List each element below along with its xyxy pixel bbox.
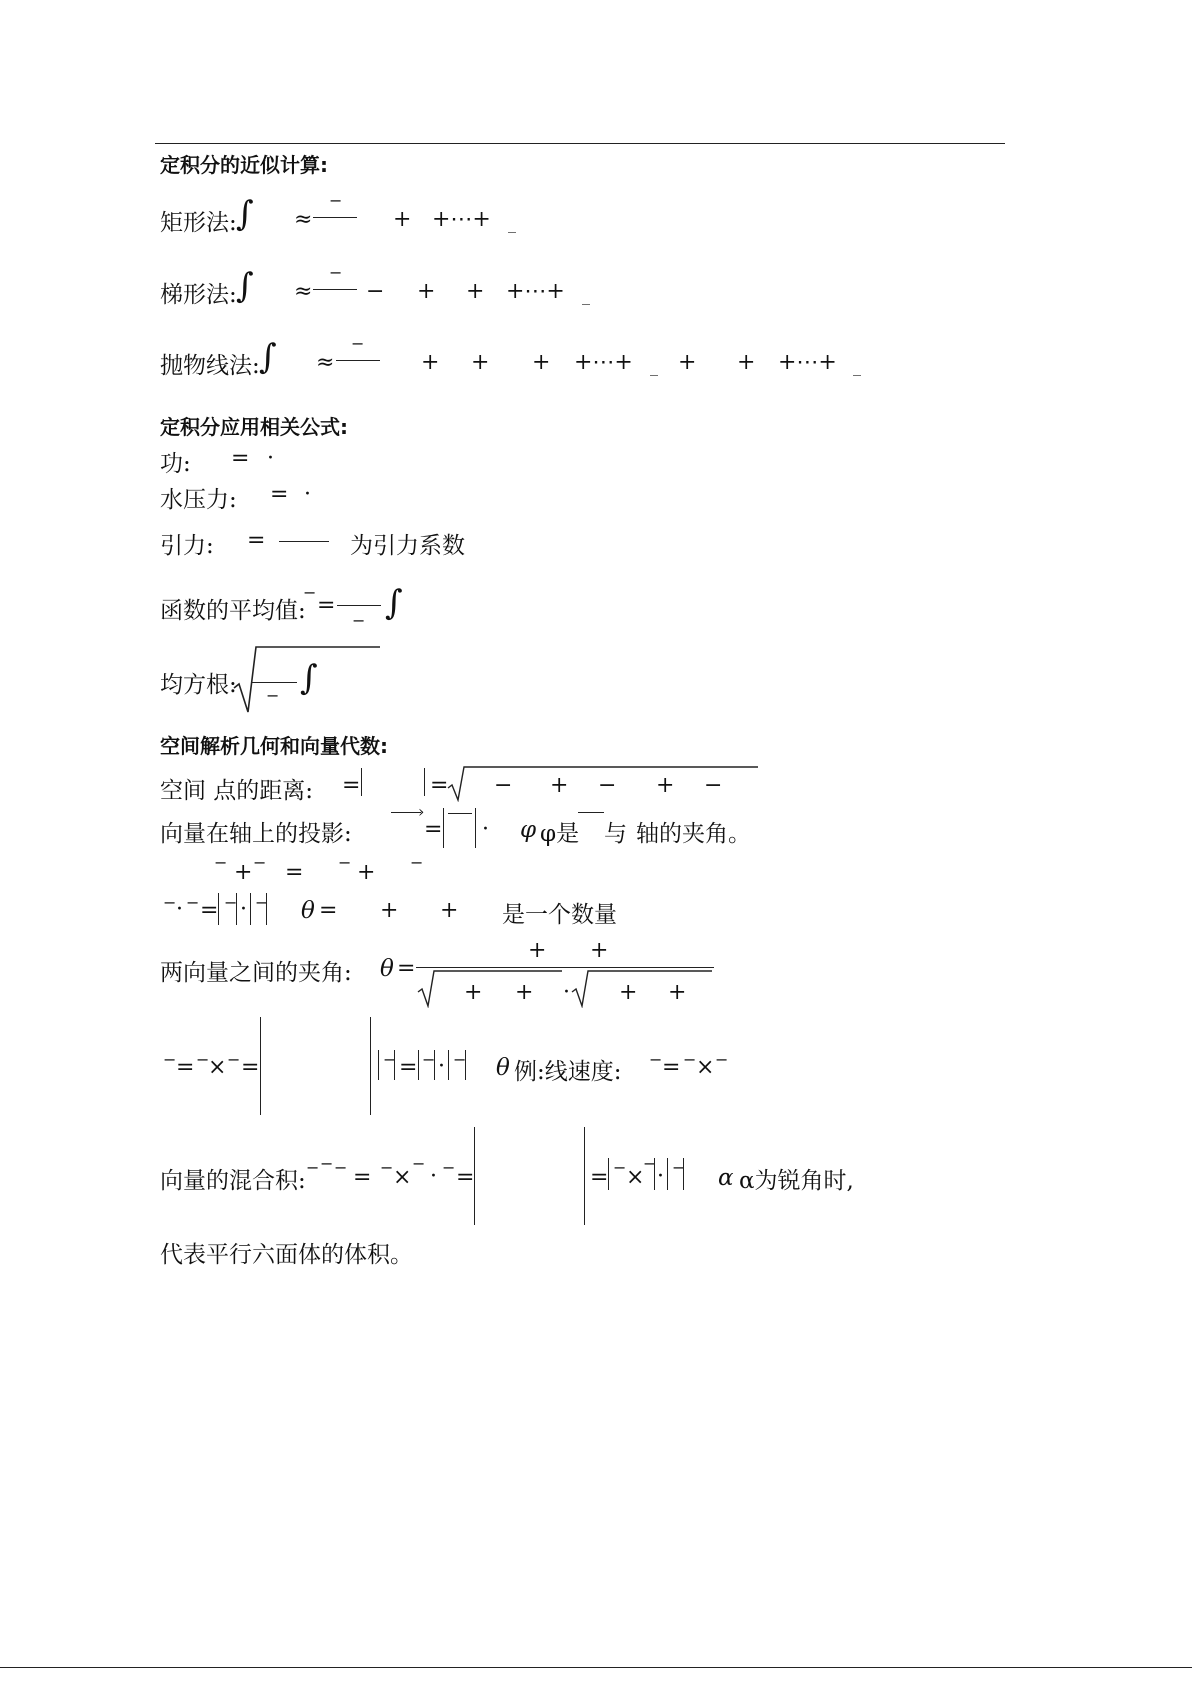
vector-bar: − — [410, 853, 424, 872]
vector-bar: − — [186, 893, 200, 912]
equals-sign: = — [176, 1055, 195, 1080]
plus-sign: + — [678, 350, 697, 375]
vector-bar: − — [334, 1158, 348, 1177]
fraction-bar — [313, 289, 357, 290]
dot-operator: · — [563, 980, 570, 1005]
denominator-minus: − — [352, 611, 366, 630]
vector-bar: − — [613, 1158, 627, 1177]
abs-bar — [443, 808, 444, 848]
abs-bar — [236, 893, 237, 925]
vector-arrow-line — [391, 812, 421, 813]
abs-bar — [434, 1050, 435, 1080]
equals-sign: = — [317, 593, 336, 618]
vector-bar: − — [683, 1050, 697, 1069]
projection-with: 与 — [604, 821, 627, 847]
overbar-mark: − — [329, 191, 343, 210]
times-sign: × — [696, 1055, 715, 1080]
determinant-left-bar — [474, 1127, 475, 1225]
vector-bar: − — [163, 893, 177, 912]
angle-between-vectors-label: 两向量之间的夹角: — [160, 960, 352, 986]
plus-sign: + — [656, 773, 675, 798]
overbar-mark: − — [303, 583, 317, 602]
phi-symbol: φ — [520, 817, 537, 843]
plus-sign: + — [550, 773, 569, 798]
equals-sign: = — [241, 1055, 260, 1080]
integral-sign: ∫ — [236, 194, 254, 234]
minus-sign: − — [704, 773, 723, 798]
linear-velocity-example: 例:线速度: — [514, 1059, 622, 1085]
plus-dots-plus: +⋯+ — [432, 207, 491, 232]
theta-symbol: θ — [301, 898, 315, 924]
fraction-bar — [337, 605, 381, 606]
equals-sign: = — [319, 898, 338, 923]
determinant-right-bar — [370, 1017, 371, 1115]
equals-sign: = — [247, 528, 266, 553]
equals-sign: = — [424, 817, 443, 842]
subscript-mark: _ — [853, 357, 861, 376]
top-rule — [155, 143, 1005, 144]
times-sign: × — [393, 1165, 412, 1190]
equals-sign: = — [231, 446, 250, 471]
radical-sign — [570, 968, 716, 1008]
plus-sign: + — [466, 279, 485, 304]
abs-bar — [418, 1050, 419, 1080]
vector-bar: − — [422, 1050, 436, 1069]
dot-operator: · — [657, 1164, 664, 1189]
dot-operator: · — [438, 1054, 445, 1079]
abs-bar — [608, 1158, 609, 1190]
equals-sign: = — [662, 1055, 681, 1080]
subscript-mark: _ — [650, 357, 658, 376]
vector-bar: − — [338, 853, 352, 872]
plus-sign: + — [471, 350, 490, 375]
approx-sign: ≈ — [294, 207, 313, 232]
abs-bar — [250, 893, 251, 925]
plus-sign: + — [417, 279, 436, 304]
vector-bar: − — [380, 1158, 394, 1177]
equals-sign: = — [399, 1055, 418, 1080]
equals-sign: = — [590, 1165, 609, 1190]
minus-sign: − — [494, 773, 513, 798]
projection-description: φ是 — [540, 821, 580, 847]
theta-symbol: θ — [380, 956, 394, 982]
equals-sign: = — [353, 1165, 372, 1190]
plus-sign: + — [393, 207, 412, 232]
plus-sign: + — [619, 980, 638, 1005]
dot-operator: · — [176, 897, 183, 922]
vector-bar: − — [649, 1050, 663, 1069]
vector-bar: − — [224, 893, 238, 912]
dot-operator: · — [267, 446, 274, 471]
arrowhead: › — [418, 802, 425, 821]
abs-bar — [378, 1050, 379, 1080]
plus-dots-plus: +⋯+ — [778, 350, 837, 375]
plus-sign: + — [380, 898, 399, 923]
approx-sign: ≈ — [294, 279, 313, 304]
integral-sign: ∫ — [259, 337, 277, 377]
section-heading-approximation: 定积分的近似计算: — [160, 153, 328, 177]
integral-sign: ∫ — [236, 266, 254, 306]
subscript-mark: _ — [582, 286, 590, 305]
projection-axis-angle: 轴的夹角。 — [636, 821, 751, 847]
vector-bar: − — [715, 1050, 729, 1069]
fraction-bar — [313, 217, 357, 218]
vector-bar: − — [306, 1158, 320, 1177]
abs-bar — [654, 1158, 655, 1190]
integral-sign: ∫ — [385, 583, 403, 623]
parabola-method-label: 抛物线法: — [160, 353, 260, 379]
plus-sign: + — [464, 980, 483, 1005]
root-mean-square-label: 均方根: — [160, 672, 237, 698]
plus-dots-plus: +⋯+ — [574, 350, 633, 375]
minus-sign: − — [366, 279, 385, 304]
parallelepiped-volume-note: 代表平行六面体的体积。 — [160, 1242, 413, 1268]
times-sign: × — [208, 1055, 227, 1080]
vector-bar: − — [255, 893, 269, 912]
plus-sign: + — [515, 980, 534, 1005]
abs-bar — [448, 1050, 449, 1080]
vector-bar: − — [227, 1050, 241, 1069]
abs-bar — [266, 893, 267, 925]
section-heading-space-geometry: 空间解析几何和向量代数: — [160, 734, 388, 758]
equals-sign: = — [200, 898, 219, 923]
abs-bar — [361, 768, 362, 796]
fraction-bar — [336, 360, 380, 361]
acute-angle-note: α为锐角时, — [739, 1168, 854, 1194]
minus-sign: − — [598, 773, 617, 798]
work-label: 功: — [160, 451, 191, 477]
plus-sign: + — [532, 350, 551, 375]
equals-sign: = — [285, 860, 304, 885]
mixed-product-label: 向量的混合积: — [160, 1168, 306, 1194]
plus-sign: + — [440, 898, 459, 923]
vector-bar: − — [383, 1050, 397, 1069]
plus-sign: + — [528, 938, 547, 963]
plus-sign: + — [234, 860, 253, 885]
trapezoid-method-label: 梯形法: — [160, 282, 237, 308]
determinant-left-bar — [260, 1017, 261, 1115]
plus-sign: + — [590, 938, 609, 963]
abs-bar — [667, 1158, 668, 1190]
plus-sign: + — [668, 980, 687, 1005]
gravitation-label: 引力: — [160, 533, 214, 559]
vector-arrow-line — [578, 812, 604, 813]
fraction-bar — [279, 541, 329, 542]
dot-operator: · — [304, 482, 311, 507]
vector-bar: − — [253, 853, 267, 872]
abs-bar — [475, 808, 476, 848]
theta-symbol: θ — [496, 1055, 510, 1081]
vector-bar: − — [320, 1154, 334, 1173]
point-distance-label: 空间 点的距离: — [160, 778, 314, 804]
function-mean-label: 函数的平均值: — [160, 598, 306, 624]
radical-sign — [416, 968, 566, 1008]
plus-sign: + — [737, 350, 756, 375]
abs-bar — [465, 1050, 466, 1080]
integral-sign: ∫ — [300, 658, 318, 698]
times-sign: × — [626, 1165, 645, 1190]
abs-bar — [218, 893, 219, 925]
vector-bar: − — [453, 1050, 467, 1069]
approx-sign: ≈ — [316, 350, 335, 375]
alpha-symbol: α — [718, 1165, 734, 1191]
vector-bar: − — [412, 1154, 426, 1173]
scalar-note: 是一个数量 — [502, 902, 617, 928]
plus-dots-plus: +⋯+ — [506, 279, 565, 304]
vector-bar: − — [672, 1158, 686, 1177]
rectangle-method-label: 矩形法: — [160, 210, 237, 236]
equals-sign: = — [430, 773, 449, 798]
plus-sign: + — [357, 860, 376, 885]
abs-bar — [683, 1158, 684, 1190]
section-heading-applications: 定积分应用相关公式: — [160, 415, 348, 439]
dot-operator: · — [482, 817, 489, 842]
abs-bar — [394, 1050, 395, 1080]
vector-bar: − — [196, 1050, 210, 1069]
gravitation-coefficient-note: 为引力系数 — [350, 533, 465, 559]
equals-sign: = — [397, 956, 416, 981]
vector-bar: − — [442, 1158, 456, 1177]
denominator-minus: − — [266, 686, 280, 705]
dot-operator: · — [240, 897, 247, 922]
vector-bar: − — [214, 853, 228, 872]
vector-bar: − — [643, 1154, 657, 1173]
dot-operator: · — [430, 1164, 437, 1189]
bottom-rule — [0, 1667, 1192, 1668]
subscript-mark: _ — [508, 214, 516, 233]
overbar-mark: − — [351, 334, 365, 353]
plus-sign: + — [421, 350, 440, 375]
overbar-mark: − — [329, 263, 343, 282]
determinant-right-bar — [584, 1127, 585, 1225]
abs-bar — [424, 768, 425, 796]
equals-sign: = — [270, 482, 289, 507]
projection-label: 向量在轴上的投影: — [160, 821, 352, 847]
water-pressure-label: 水压力: — [160, 487, 237, 513]
equals-sign: = — [342, 773, 361, 798]
equals-sign: = — [456, 1165, 475, 1190]
vector-bar: − — [163, 1050, 177, 1069]
vector-arrow-line — [448, 813, 472, 814]
fraction-bar — [251, 682, 297, 683]
